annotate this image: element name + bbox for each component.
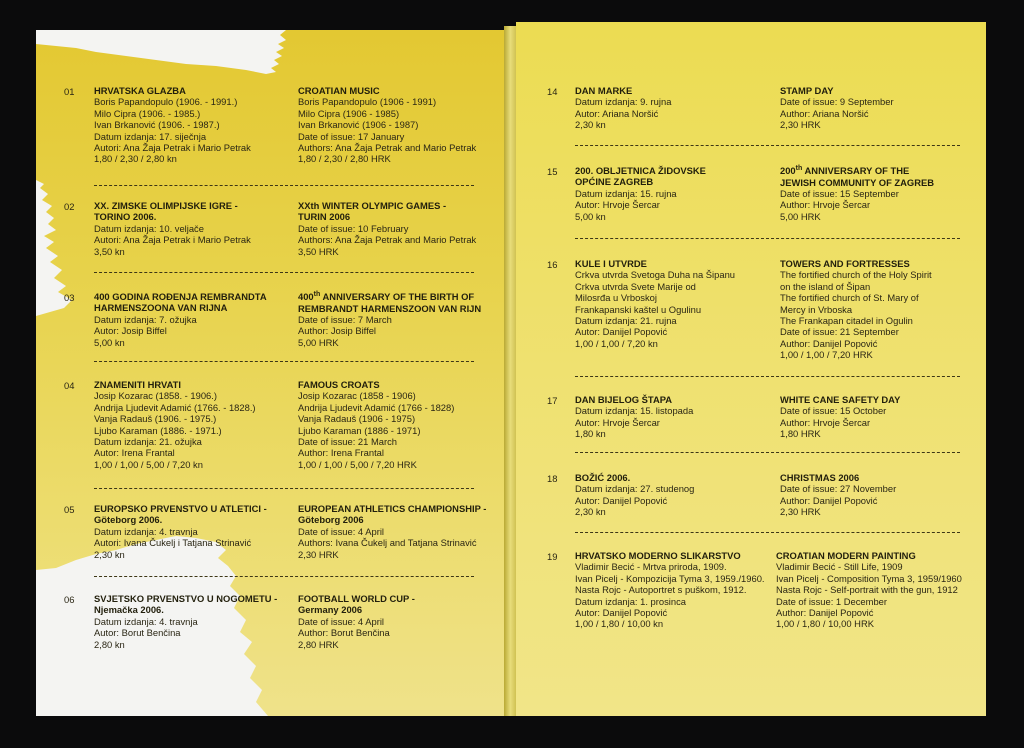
entry-hr — [575, 394, 693, 440]
entry-en — [780, 472, 896, 518]
entry-hr — [575, 472, 694, 518]
entry-hr-title: HRVATSKA GLAZBA — [94, 85, 186, 96]
entry-hr-line: Milo Cipra (1906. - 1985.) — [94, 107, 201, 119]
entry-hr-line: Datum izdanja: 21. ožujka — [94, 436, 202, 448]
entry-en-line: Ivan Picelj - Composition Tyma 3, 1959/1960 — [776, 572, 962, 584]
entry-hr-line: Datum izdanja: 9. rujna — [575, 96, 672, 108]
entry-number: 19 — [547, 551, 558, 562]
entry-en-line: Date of issue: 15 October — [780, 405, 887, 417]
entry-number: 02 — [64, 201, 75, 212]
entry-en-line: Date of issue: 4 April — [298, 525, 384, 537]
entry-hr-line: Ivan Picelj - Kompozicija Tyma 3, 1959./1960. — [575, 572, 765, 584]
entry-en-line: Date of issue: 10 February — [298, 222, 409, 234]
entry-number: 06 — [64, 594, 75, 605]
entry-en-line: Date of issue: 17 January — [298, 130, 405, 142]
entry-number: 03 — [64, 292, 75, 303]
entry-hr-line: 1,00 / 1,80 / 10,00 kn — [575, 618, 664, 630]
entry-hr-line: 2,30 kn — [94, 548, 125, 560]
entry-en-title: EUROPEAN ATHLETICS CHAMPIONSHIP - — [298, 503, 487, 514]
dashed-separator — [94, 576, 474, 577]
entry-hr-title: DAN MARKE — [575, 85, 633, 96]
entry-en — [776, 550, 962, 630]
entry-en-line: Mercy in Vrboska — [780, 303, 853, 315]
entry-hr-title: SVJETSKO PRVENSTVO U NOGOMETU - — [94, 593, 278, 604]
entry-hr-line: Datum izdanja: 1. prosinca — [575, 595, 686, 607]
entry-hr-line: Datum izdanja: 27. studenog — [575, 483, 695, 495]
entry-en-line: Date of issue: 7 March — [298, 313, 392, 325]
entry-en-line: Author: Ariana Noršić — [780, 107, 869, 119]
entry-en-line: Boris Papandopulo (1906 - 1991) — [298, 96, 437, 108]
entry-en — [780, 85, 894, 131]
entry-en — [780, 258, 932, 361]
entry-hr — [575, 165, 706, 222]
entry-en-title-text: ANNIVERSARY OF THE — [802, 165, 910, 177]
entry-en-line: Date of issue: 27 November — [780, 483, 897, 495]
entry-en — [298, 503, 486, 560]
entry-hr-line: Autor: Danijel Popović — [575, 607, 668, 619]
entry-en-line: Date of issue: 21 September — [780, 326, 899, 338]
entry-hr-title: BOŽIĆ 2006. — [575, 472, 631, 483]
entry-hr-line: Ljubo Karaman (1886. - 1971.) — [94, 424, 222, 436]
entry-en-line: Milo Cipra (1906 - 1985) — [298, 107, 400, 119]
entry-en-title-number: 400 — [298, 291, 314, 303]
entry-en-line: JEWISH COMMUNITY OF ZAGREB — [780, 176, 934, 188]
entry-en-line: Authors: Ana Žaja Petrak and Mario Petrak — [298, 234, 477, 246]
entry-hr-line: Autor: Irena Frantal — [94, 447, 175, 459]
entry-en-line: Ljubo Karaman (1886 - 1971) — [298, 424, 421, 436]
entry-hr-line: HARMENSZOONA VAN RIJNA — [94, 302, 228, 314]
entry-en-line: Göteborg 2006 — [298, 514, 364, 526]
entry-hr-line: 3,50 kn — [94, 245, 125, 257]
entry-hr-line: 2,30 kn — [575, 119, 606, 131]
entry-number: 01 — [64, 86, 75, 97]
entry-hr-line: Datum izdanja: 15. rujna — [575, 187, 677, 199]
dashed-separator — [94, 361, 474, 362]
entry-hr-line: 1,80 kn — [575, 428, 606, 440]
entry-en — [780, 163, 934, 222]
entry-en-line: Germany 2006 — [298, 604, 363, 616]
entry-en-line: The fortified church of the Holy Spirit — [780, 269, 932, 281]
dashed-separator — [94, 185, 474, 186]
entry-hr-line: Andrija Ljudevit Adamić (1766. - 1828.) — [94, 401, 256, 413]
entry-number: 16 — [547, 259, 558, 270]
entry-en-line: Vladimir Becić - Still Life, 1909 — [776, 561, 903, 573]
entry-en-line: 1,00 / 1,00 / 7,20 HRK — [780, 349, 873, 361]
entry-en-line: TURIN 2006 — [298, 211, 351, 223]
entry-number: 17 — [547, 395, 558, 406]
entry-hr-line: Datum izdanja: 4. travnja — [94, 525, 198, 537]
entry-en-title-text: ANNIVERSARY OF THE BIRTH OF — [320, 291, 475, 303]
entry-hr-line: Autori: Ivana Čukelj i Tatjana Strinavić — [94, 537, 252, 549]
entry-hr-line: Autor: Josip Biffel — [94, 325, 167, 337]
entry-en-line: Authors: Ivana Čukelj and Tatjana Strinavić — [298, 537, 477, 549]
entry-hr-line: Frankapanski kaštel u Ogulinu — [575, 303, 702, 315]
entry-hr-line: Ivan Brkanović (1906. - 1987.) — [94, 119, 220, 131]
entry-hr-line: Datum izdanja: 17. siječnja — [94, 130, 207, 142]
entry-en-line: Author: Josip Biffel — [298, 325, 376, 337]
entry-en — [298, 379, 454, 470]
entry-hr-line: Autor: Borut Benčina — [94, 627, 181, 639]
entry-en-title — [780, 163, 934, 177]
entry-number: 15 — [547, 166, 558, 177]
entry-hr-line: Crkva utvrda Svete Marije od — [575, 280, 696, 292]
entry-en-line: 2,80 HRK — [298, 638, 339, 650]
entry-en-line: Date of issue: 9 September — [780, 96, 894, 108]
entry-hr-line: 1,00 / 1,00 / 7,20 kn — [575, 337, 658, 349]
entry-en — [780, 394, 900, 440]
entry-en-line: Date of issue: 4 April — [298, 615, 384, 627]
entry-en-title: CHRISTMAS 2006 — [780, 472, 860, 483]
entry-en-line: Andrija Ljudevit Adamić (1766 - 1828) — [298, 401, 455, 413]
entry-number: 18 — [547, 473, 558, 484]
entry-en — [298, 593, 415, 650]
entry-number: 05 — [64, 504, 75, 515]
entry-hr-line: Vladimir Becić - Mrtva priroda, 1909. — [575, 561, 727, 573]
entry-en-line: The fortified church of St. Mary of — [780, 292, 919, 304]
entry-en-line: Author: Hrvoje Šercar — [780, 416, 871, 428]
dashed-separator — [575, 145, 960, 146]
entry-hr-title: XX. ZIMSKE OLIMPIJSKE IGRE - — [94, 200, 238, 211]
dashed-separator — [575, 376, 960, 377]
entry-en-line: Vanja Radauš (1906 - 1975) — [298, 413, 416, 425]
entry-en-line: 2,30 HRK — [298, 548, 339, 560]
entry-en-line: Date of issue: 15 September — [780, 187, 899, 199]
entry-en-title-number: 200 — [780, 165, 796, 177]
entry-en-title — [298, 289, 481, 303]
entry-hr-title: 200. OBLJETNICA ŽIDOVSKE — [575, 165, 706, 176]
entry-hr — [575, 85, 671, 131]
entry-en-line: Author: Hrvoje Šercar — [780, 199, 871, 211]
entry-en-line: 1,00 / 1,80 / 10,00 HRK — [776, 618, 874, 630]
dashed-separator — [94, 488, 474, 489]
entry-hr-line: Datum izdanja: 7. ožujka — [94, 313, 197, 325]
entry-hr-line: Nasta Rojc - Autoportret s puškom, 1912. — [575, 584, 747, 596]
entry-en-line: Author: Irena Frantal — [298, 447, 384, 459]
entry-hr-title: DAN BIJELOG ŠTAPA — [575, 394, 673, 405]
entry-en-title: TOWERS AND FORTRESSES — [780, 258, 910, 269]
entry-hr-line: Crkva utvrda Svetoga Duha na Šipanu — [575, 269, 735, 281]
entry-number: 14 — [547, 86, 558, 97]
entry-en-line: 1,80 / 2,30 / 2,80 HRK — [298, 153, 391, 165]
entry-en-line: Author: Danijel Popović — [780, 494, 878, 506]
entry-en-line: Nasta Rojc - Self-portrait with the gun, 1912 — [776, 584, 958, 596]
entry-hr-title: ZNAMENITI HRVATI — [94, 379, 181, 390]
entry-en-line: 1,80 HRK — [780, 428, 821, 440]
entry-hr-line: Autor: Hrvoje Šercar — [575, 416, 660, 428]
entry-hr-line: Njemačka 2006. — [94, 604, 164, 616]
dashed-separator — [575, 452, 960, 453]
dashed-separator — [575, 238, 960, 239]
entry-hr — [94, 85, 251, 165]
entry-en-title: FAMOUS CROATS — [298, 379, 380, 390]
entry-hr-line: Autor: Ariana Noršić — [575, 107, 659, 119]
entry-hr-line: 5,00 kn — [94, 336, 125, 348]
entry-en-title-suffix: th — [795, 165, 803, 172]
entry-en-line: 5,00 HRK — [780, 210, 821, 222]
entry-en — [298, 85, 476, 165]
entry-en-line: 1,00 / 1,00 / 5,00 / 7,20 HRK — [298, 458, 417, 470]
entry-en-line: Josip Kozarac (1858 - 1906) — [298, 390, 416, 402]
entry-hr-line: 1,00 / 1,00 / 5,00 / 7,20 kn — [94, 458, 203, 470]
entry-hr-line: 5,00 kn — [575, 210, 606, 222]
entry-en-line: Date of issue: 1 December — [776, 595, 887, 607]
entry-en — [298, 289, 481, 348]
entry-en-title-suffix: th — [313, 291, 321, 298]
entry-en-line: Author: Borut Benčina — [298, 627, 390, 639]
entry-hr-line: Datum izdanja: 21. rujna — [575, 315, 677, 327]
entry-en-title: WHITE CANE SAFETY DAY — [780, 394, 901, 405]
entry-hr-line: Josip Kozarac (1858. - 1906.) — [94, 390, 217, 402]
entry-hr-line: Autor: Danijel Popović — [575, 494, 668, 506]
entry-hr — [94, 200, 251, 257]
entry-hr-line: Milosrđa u Vrboskoj — [575, 292, 657, 304]
entry-en-title: STAMP DAY — [780, 85, 834, 96]
entry-en — [298, 200, 476, 257]
entry-hr-title: EUROPSKO PRVENSTVO U ATLETICI - — [94, 503, 267, 514]
entry-number: 04 — [64, 380, 75, 391]
entry-en-line: REMBRANDT HARMENSZOON VAN RIJN — [298, 302, 482, 314]
entry-en-line: Date of issue: 21 March — [298, 436, 398, 448]
entry-hr — [94, 379, 256, 470]
entry-hr — [575, 550, 765, 630]
entry-en-line: on the island of Šipan — [780, 280, 871, 292]
entry-hr — [94, 503, 267, 560]
entry-hr-line: Autori: Ana Žaja Petrak i Mario Petrak — [94, 142, 251, 154]
entry-hr-title: HRVATSKO MODERNO SLIKARSTVO — [575, 550, 741, 561]
entry-en-line: 2,30 HRK — [780, 119, 821, 131]
dashed-separator — [94, 272, 474, 273]
entry-en-title: XXth WINTER OLYMPIC GAMES - — [298, 200, 447, 211]
entry-hr-line: Datum izdanja: 15. listopada — [575, 405, 694, 417]
entry-hr-title: 400 GODINA ROĐENJA REMBRANDTA — [94, 291, 267, 302]
entry-en-line: 3,50 HRK — [298, 245, 339, 257]
entry-hr-line: Autori: Ana Žaja Petrak i Mario Petrak — [94, 234, 251, 246]
entry-en-line: The Frankapan citadel in Ogulin — [780, 315, 913, 327]
entry-en-line: Ivan Brkanović (1906 - 1987) — [298, 119, 419, 131]
entry-hr — [575, 258, 735, 349]
entry-hr-line: Göteborg 2006. — [94, 514, 163, 526]
entry-hr-line: TORINO 2006. — [94, 211, 157, 223]
entry-hr-line: 2,30 kn — [575, 506, 606, 518]
entry-en-title: CROATIAN MUSIC — [298, 85, 380, 96]
entry-en-line: Authors: Ana Žaja Petrak and Mario Petrak — [298, 142, 477, 154]
entry-hr-line: Autor: Danijel Popović — [575, 326, 668, 338]
entry-en-line: 5,00 HRK — [298, 336, 339, 348]
entry-en-title: FOOTBALL WORLD CUP - — [298, 593, 415, 604]
dashed-separator — [575, 532, 960, 533]
entry-en-title: CROATIAN MODERN PAINTING — [776, 550, 916, 561]
entry-hr-line: Datum izdanja: 10. veljače — [94, 222, 204, 234]
entry-hr-line: Vanja Radauš (1906. - 1975.) — [94, 413, 217, 425]
entry-en-line: Author: Danijel Popović — [776, 607, 874, 619]
entry-en-line: Author: Danijel Popović — [780, 337, 878, 349]
entry-hr-line: Boris Papandopulo (1906. - 1991.) — [94, 96, 238, 108]
entry-hr — [94, 291, 267, 348]
entry-hr-line: Autor: Hrvoje Šercar — [575, 199, 660, 211]
entry-en-line: 2,30 HRK — [780, 506, 821, 518]
entry-hr — [94, 593, 277, 650]
entry-hr-line: OPĆINE ZAGREB — [575, 176, 654, 188]
entry-hr-line: Datum izdanja: 4. travnja — [94, 615, 198, 627]
entry-hr-title: KULE I UTVRDE — [575, 258, 647, 269]
entry-hr-line: 1,80 / 2,30 / 2,80 kn — [94, 153, 177, 165]
entry-hr-line: 2,80 kn — [94, 638, 125, 650]
